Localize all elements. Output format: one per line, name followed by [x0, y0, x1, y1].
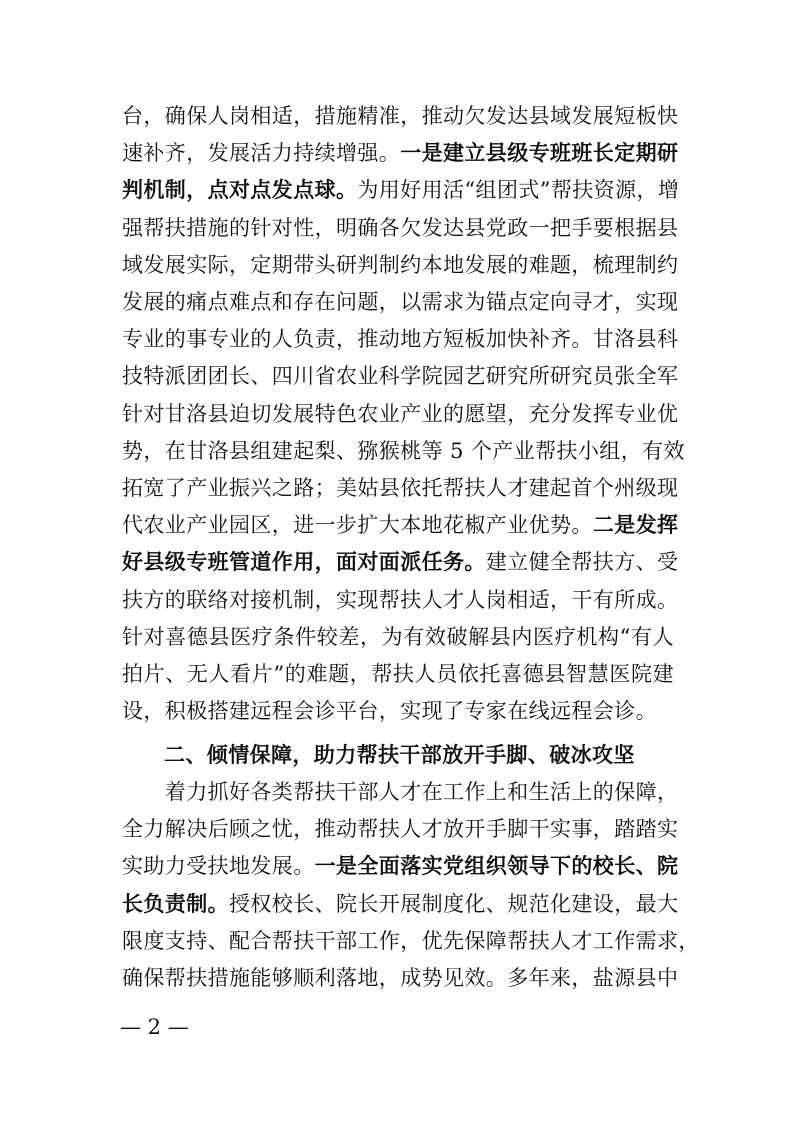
text-line — [122, 361, 679, 391]
bold-phrase: 一是建立县级专班班长定期研 — [400, 140, 679, 166]
text-run: 代农业产业园区，进一步扩大本地花椒产业优势。 — [122, 513, 593, 538]
text-run: 扶方的联络对接机制，实现帮扶人才人岗相适，干有所成。 — [122, 587, 679, 612]
text-run: 着力抓好各类帮扶干部人才在工作上和生活上的保障， — [122, 780, 679, 804]
text-line — [122, 510, 679, 540]
bold-phrase: 二是发挥 — [592, 512, 679, 538]
text-run: 域发展实际，定期带头研判制约本地发展的难题，梳理制约 — [122, 252, 679, 277]
bold-phrase: 长负责制。 — [122, 890, 229, 916]
text-run: 针对喜德县医疗条件较差，为有效破解县内医疗机构“有人 — [122, 624, 674, 649]
text-line — [122, 889, 679, 919]
text-line — [122, 963, 679, 993]
bold-phrase: 一是全面落实党组织领导下的校长、院 — [314, 853, 679, 879]
text-run: 授权校长、院长开展制度化、规范化建设，最大 — [229, 891, 679, 916]
text-line — [122, 101, 679, 131]
text-run: 势，在甘洛县组建起梨、猕猴桃等 5 个产业帮扶小组，有效 — [122, 438, 685, 463]
text-line — [122, 399, 679, 429]
text-line — [122, 926, 700, 956]
bold-phrase: 判机制，点对点发点球。 — [122, 177, 358, 203]
text-run: 设，积极搭建远程会诊平台，实现了专家在线远程会诊。 — [122, 699, 657, 724]
text-line — [122, 138, 679, 168]
text-run: 速补齐，发展活力持续增强。 — [122, 141, 401, 166]
text-line — [122, 547, 679, 577]
text-run: 全力解决后顾之忧，推动帮扶人才放开手脚干实事，踏踏实 — [122, 817, 679, 842]
text-run: 发展的痛点难点和存在问题，以需求为锚点定向寻才，实现 — [122, 290, 679, 314]
text-run: 确保帮扶措施能够顺利落地，成势见效。多年来，盐源县中 — [122, 966, 679, 990]
text-run: 专业的事专业的人负责，推动地方短板加快补齐。甘洛县科 — [122, 327, 679, 352]
text-line — [122, 287, 679, 317]
text-run: 拓宽了产业振兴之路；美姑县依托帮扶人才建起首个州级现 — [122, 476, 679, 500]
text-line — [122, 659, 674, 689]
text-run: 限度支持、配合帮扶干部工作，优先保障帮扶人才工作需求， — [122, 928, 700, 953]
text-line — [122, 851, 679, 881]
text-line — [122, 585, 679, 615]
text-line — [122, 250, 679, 280]
text-run: 技特派团团长、四川省农业科学院园艺研究所研究员张全军 — [122, 364, 679, 389]
text-line — [122, 814, 679, 844]
text-line — [122, 213, 679, 243]
text-line — [122, 777, 679, 807]
page-number: — 2 — — [120, 1015, 189, 1039]
text-line — [122, 696, 674, 726]
text-run: 强帮扶措施的针对性，明确各欠发达县党政一把手要根据县 — [122, 215, 679, 240]
text-line — [122, 436, 685, 466]
text-line — [122, 622, 674, 652]
text-run: 实助力受扶地发展。 — [122, 854, 315, 879]
text-run: 建立健全帮扶方、受 — [485, 550, 679, 575]
text-run: 针对甘洛县迫切发展特色农业产业的愿望，充分发挥专业优 — [122, 401, 679, 426]
text-run: 台，确保人岗相适，措施精准，推动欠发达县域发展短板快 — [122, 104, 679, 128]
section-heading: 二、倾情保障，助力帮扶干部放开手脚、破冰攻坚 — [164, 743, 635, 767]
text-run: 拍片、无人看片”的难题，帮扶人员依托喜德县智慧医院建 — [122, 662, 674, 686]
text-line — [122, 175, 680, 205]
bold-phrase: 好县级专班管道作用，面对面派任务。 — [122, 549, 486, 575]
text-run: 为用好用活“组团式”帮扶资源，增 — [357, 178, 680, 203]
text-line — [122, 324, 679, 354]
text-line — [122, 473, 679, 503]
